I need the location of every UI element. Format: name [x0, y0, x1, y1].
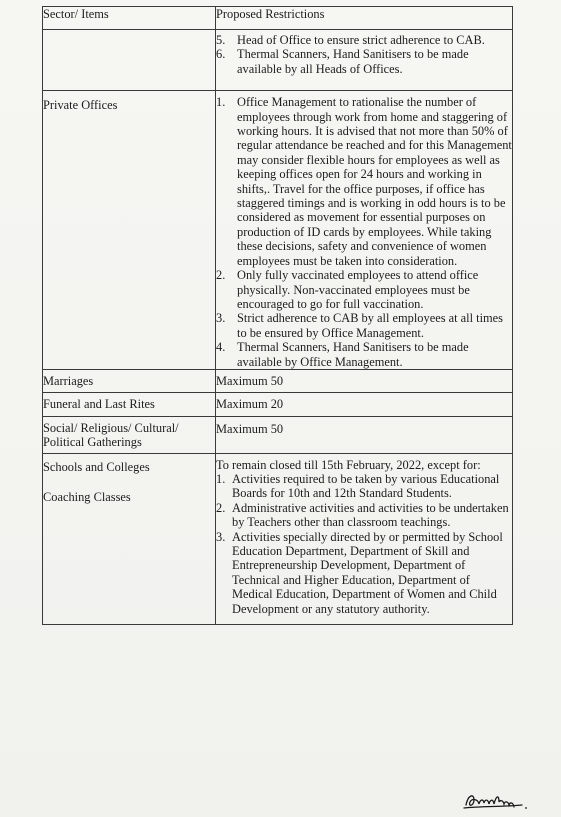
sector-private-offices: Private Offices	[43, 91, 216, 370]
restrictions-table	[42, 6, 513, 625]
list-item	[216, 33, 512, 47]
table-row	[43, 416, 513, 453]
item-text: Activities specially directed by or permitted by School Education Department, Department of Skill and Entrepreneurship Development, Department of Technical and Higher Education, Department of Medical Education, Department of Women and Child Development or any statutory authority.	[232, 529, 503, 616]
item-text: Office Management to rationalise the number of employees through work from home and staggering of working hours. It is advised that not more than 50% of regular attendance be reached and for this Management may consider flexible hours for employees as well as keeping offices open for 24 hours and working in shifts,. Travel for the office purposes, if office has staggered timings and is working in odd hours is to be considered as movement for essential purposes on production of ID cards by employees. While taking these decisions, safety and convenience of women employees must be taken into consideration.	[237, 95, 512, 268]
item-number: 3.	[216, 311, 226, 326]
header-restrictions: Proposed Restrictions	[216, 7, 513, 30]
item-text: Strict adherence to CAB by all employees at all times to be ensured by Office Management.	[237, 311, 503, 340]
restriction-funeral: Maximum 20	[216, 393, 513, 416]
item-number: 1.	[216, 95, 226, 110]
item-text: Administrative activities and activities to be undertaken by Teachers other than classroom teachings.	[232, 500, 509, 530]
item-number: 2.	[216, 500, 226, 515]
table-row	[43, 453, 513, 624]
sector-marriages: Marriages	[43, 369, 216, 392]
sector-schools: Schools and Colleges	[43, 459, 150, 474]
list-item	[216, 472, 512, 501]
sector-gatherings: Social/ Religious/ Cultural/ Political Gatherings	[43, 416, 216, 453]
item-text: Head of Office to ensure strict adherence to CAB.	[237, 33, 485, 47]
list-item	[216, 530, 512, 616]
restriction-list	[216, 95, 512, 369]
list-item	[216, 311, 512, 340]
restriction-marriages: Maximum 50	[216, 369, 513, 392]
restrictions-cell	[216, 30, 513, 91]
item-number: 6.	[216, 47, 226, 62]
table-header-row	[43, 7, 513, 30]
item-number: 1.	[216, 471, 226, 486]
schools-intro: To remain closed till 15th February, 2022, except for:	[216, 457, 481, 472]
item-text: Thermal Scanners, Hand Sanitisers to be made available by all Heads of Offices.	[237, 47, 469, 76]
item-number: 4.	[216, 340, 226, 355]
restriction-list	[216, 33, 512, 76]
restrictions-cell	[216, 453, 513, 624]
item-text: Activities required to be taken by various Educational Boards for 10th and 12th Standard Students.	[232, 471, 500, 501]
sector-coaching: Coaching Classes	[43, 489, 131, 504]
list-item	[216, 95, 512, 268]
handwritten-signature	[462, 790, 532, 812]
item-number: 2.	[216, 268, 226, 283]
item-text: Only fully vaccinated employees to attend office physically. Non-vaccinated employees must be encouraged to go for full vaccination.	[237, 268, 479, 311]
restriction-list	[216, 472, 512, 616]
sector-funeral: Funeral and Last Rites	[43, 393, 216, 416]
item-number: 5.	[216, 33, 226, 47]
restriction-gatherings: Maximum 50	[216, 416, 513, 453]
list-item	[216, 47, 512, 76]
item-number: 3.	[216, 529, 226, 544]
header-sector: Sector/ Items	[43, 7, 216, 30]
sector-cell-empty	[43, 30, 216, 91]
table-row	[43, 393, 513, 416]
table-row	[43, 369, 513, 392]
sector-schools-cell	[43, 453, 216, 624]
list-item	[216, 268, 512, 311]
list-item	[216, 340, 512, 369]
item-text: Thermal Scanners, Hand Sanitisers to be made available by Office Management.	[237, 340, 469, 369]
table-row	[43, 30, 513, 91]
restrictions-cell	[216, 91, 513, 370]
table-row	[43, 91, 513, 370]
list-item	[216, 501, 512, 530]
